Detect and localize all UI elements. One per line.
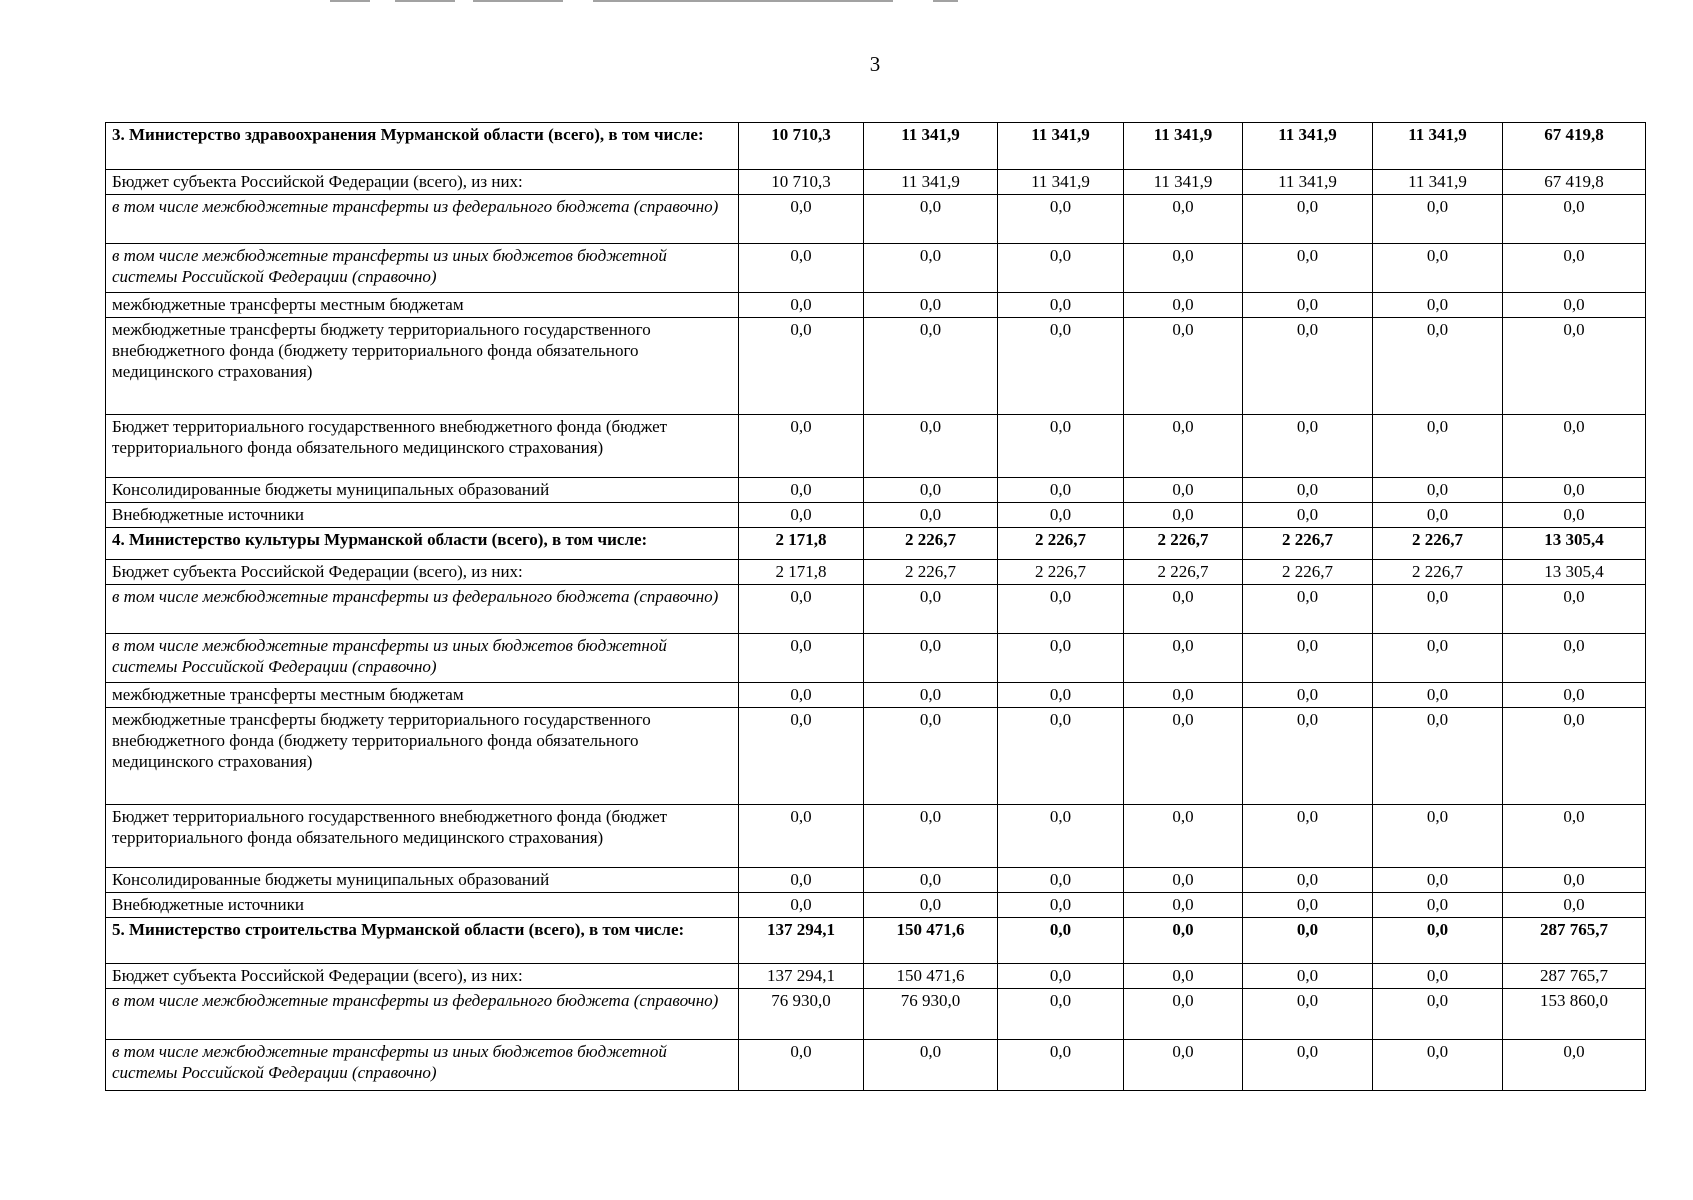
table-row	[106, 195, 1646, 244]
value-cell: 0,0	[864, 585, 998, 634]
row-label: в том числе межбюджетные трансферты из федерального бюджета (справочно)	[106, 585, 739, 634]
table-row	[106, 964, 1646, 989]
value-cell: 0,0	[864, 1040, 998, 1091]
value-cell: 0,0	[739, 1040, 864, 1091]
budget-table-body	[106, 123, 1646, 1091]
value-cell: 0,0	[1243, 708, 1373, 805]
value-cell: 10 710,3	[739, 170, 864, 195]
value-cell: 0,0	[998, 683, 1124, 708]
value-cell: 2 226,7	[864, 528, 998, 560]
value-cell: 0,0	[1243, 1040, 1373, 1091]
value-cell: 11 341,9	[864, 123, 998, 170]
value-cell: 0,0	[1503, 415, 1646, 478]
value-cell: 0,0	[1373, 964, 1503, 989]
value-cell: 0,0	[739, 415, 864, 478]
row-label: 5. Министерство строительства Мурманской области (всего), в том числе:	[106, 918, 739, 964]
value-cell: 153 860,0	[1503, 989, 1646, 1040]
value-cell: 0,0	[1124, 805, 1243, 868]
value-cell: 0,0	[998, 244, 1124, 293]
value-cell: 0,0	[1373, 683, 1503, 708]
value-cell: 0,0	[1503, 868, 1646, 893]
value-cell: 0,0	[739, 868, 864, 893]
value-cell: 0,0	[1373, 195, 1503, 244]
table-row	[106, 318, 1646, 415]
value-cell: 0,0	[1503, 293, 1646, 318]
value-cell: 0,0	[998, 805, 1124, 868]
value-cell: 0,0	[998, 708, 1124, 805]
value-cell: 0,0	[864, 415, 998, 478]
value-cell: 67 419,8	[1503, 123, 1646, 170]
value-cell: 150 471,6	[864, 964, 998, 989]
value-cell: 76 930,0	[864, 989, 998, 1040]
table-row	[106, 585, 1646, 634]
value-cell: 0,0	[739, 805, 864, 868]
value-cell: 0,0	[864, 683, 998, 708]
value-cell: 11 341,9	[1124, 123, 1243, 170]
value-cell: 0,0	[1124, 964, 1243, 989]
value-cell: 0,0	[1503, 585, 1646, 634]
value-cell: 11 341,9	[998, 170, 1124, 195]
value-cell: 0,0	[1373, 318, 1503, 415]
value-cell: 2 226,7	[864, 560, 998, 585]
value-cell: 0,0	[864, 634, 998, 683]
row-label: межбюджетные трансферты местным бюджетам	[106, 293, 739, 318]
row-label: межбюджетные трансферты бюджету территориального государственного внебюджетного фонда (бюджету территориального фонда обязательного медицинского страхования)	[106, 318, 739, 415]
table-section-row	[106, 918, 1646, 964]
value-cell: 67 419,8	[1503, 170, 1646, 195]
table-row	[106, 170, 1646, 195]
value-cell: 0,0	[864, 478, 998, 503]
table-row	[106, 503, 1646, 528]
value-cell: 0,0	[998, 585, 1124, 634]
value-cell: 0,0	[998, 318, 1124, 415]
value-cell: 0,0	[864, 318, 998, 415]
value-cell: 0,0	[1503, 318, 1646, 415]
value-cell: 0,0	[864, 195, 998, 244]
value-cell: 0,0	[1124, 868, 1243, 893]
value-cell: 0,0	[1124, 244, 1243, 293]
value-cell: 11 341,9	[1124, 170, 1243, 195]
value-cell: 0,0	[1243, 293, 1373, 318]
budget-table	[105, 122, 1646, 1091]
value-cell: 0,0	[998, 868, 1124, 893]
table-row	[106, 805, 1646, 868]
value-cell: 0,0	[1243, 415, 1373, 478]
value-cell: 0,0	[739, 503, 864, 528]
row-label: Бюджет субъекта Российской Федерации (всего), из них:	[106, 964, 739, 989]
value-cell: 0,0	[1124, 293, 1243, 318]
table-row	[106, 634, 1646, 683]
row-label: в том числе межбюджетные трансферты из федерального бюджета (справочно)	[106, 989, 739, 1040]
value-cell: 0,0	[1243, 244, 1373, 293]
value-cell: 0,0	[1503, 805, 1646, 868]
value-cell: 0,0	[998, 634, 1124, 683]
value-cell: 287 765,7	[1503, 964, 1646, 989]
value-cell: 0,0	[1243, 195, 1373, 244]
value-cell: 2 226,7	[1124, 560, 1243, 585]
value-cell: 0,0	[998, 918, 1124, 964]
value-cell: 0,0	[1373, 1040, 1503, 1091]
value-cell: 0,0	[998, 503, 1124, 528]
value-cell: 0,0	[1124, 918, 1243, 964]
value-cell: 0,0	[1373, 244, 1503, 293]
value-cell: 0,0	[998, 1040, 1124, 1091]
value-cell: 10 710,3	[739, 123, 864, 170]
value-cell: 0,0	[1503, 503, 1646, 528]
value-cell: 0,0	[1373, 918, 1503, 964]
value-cell: 0,0	[1243, 964, 1373, 989]
value-cell: 0,0	[1124, 683, 1243, 708]
value-cell: 0,0	[1373, 634, 1503, 683]
table-section-row	[106, 123, 1646, 170]
value-cell: 0,0	[998, 964, 1124, 989]
table-row	[106, 478, 1646, 503]
value-cell: 0,0	[864, 805, 998, 868]
value-cell: 0,0	[1243, 918, 1373, 964]
value-cell: 0,0	[1373, 868, 1503, 893]
value-cell: 0,0	[739, 478, 864, 503]
value-cell: 0,0	[1503, 708, 1646, 805]
row-label: в том числе межбюджетные трансферты из иных бюджетов бюджетной системы Российской Федерации (справочно)	[106, 1040, 739, 1091]
value-cell: 0,0	[1124, 318, 1243, 415]
table-row	[106, 415, 1646, 478]
value-cell: 2 226,7	[1243, 528, 1373, 560]
value-cell: 0,0	[1503, 1040, 1646, 1091]
row-label: Бюджет субъекта Российской Федерации (всего), из них:	[106, 560, 739, 585]
row-label: в том числе межбюджетные трансферты из иных бюджетов бюджетной системы Российской Федерации (справочно)	[106, 634, 739, 683]
value-cell: 150 471,6	[864, 918, 998, 964]
table-row	[106, 293, 1646, 318]
value-cell: 137 294,1	[739, 964, 864, 989]
value-cell: 0,0	[998, 893, 1124, 918]
value-cell: 0,0	[1243, 503, 1373, 528]
value-cell: 0,0	[1243, 868, 1373, 893]
row-label: Бюджет территориального государственного внебюджетного фонда (бюджет территориального фонда обязательного медицинского страхования)	[106, 415, 739, 478]
value-cell: 11 341,9	[864, 170, 998, 195]
value-cell: 0,0	[1243, 683, 1373, 708]
value-cell: 0,0	[1373, 989, 1503, 1040]
value-cell: 0,0	[739, 634, 864, 683]
value-cell: 2 226,7	[1124, 528, 1243, 560]
value-cell: 0,0	[1124, 415, 1243, 478]
value-cell: 0,0	[1373, 478, 1503, 503]
value-cell: 0,0	[1503, 244, 1646, 293]
value-cell: 0,0	[1373, 708, 1503, 805]
value-cell: 0,0	[1124, 478, 1243, 503]
table-row	[106, 989, 1646, 1040]
value-cell: 0,0	[739, 293, 864, 318]
value-cell: 0,0	[1124, 195, 1243, 244]
value-cell: 0,0	[739, 708, 864, 805]
row-label: Консолидированные бюджеты муниципальных образований	[106, 868, 739, 893]
row-label: Бюджет территориального государственного внебюджетного фонда (бюджет территориального фонда обязательного медицинского страхования)	[106, 805, 739, 868]
value-cell: 0,0	[1124, 893, 1243, 918]
value-cell: 0,0	[1503, 683, 1646, 708]
value-cell: 0,0	[1373, 503, 1503, 528]
value-cell: 13 305,4	[1503, 560, 1646, 585]
table-row	[106, 244, 1646, 293]
value-cell: 76 930,0	[739, 989, 864, 1040]
value-cell: 2 226,7	[998, 560, 1124, 585]
value-cell: 137 294,1	[739, 918, 864, 964]
row-label: в том числе межбюджетные трансферты из федерального бюджета (справочно)	[106, 195, 739, 244]
value-cell: 0,0	[1243, 478, 1373, 503]
value-cell: 2 171,8	[739, 528, 864, 560]
value-cell: 0,0	[1503, 893, 1646, 918]
table-row	[106, 708, 1646, 805]
value-cell: 0,0	[1373, 805, 1503, 868]
value-cell: 0,0	[1373, 293, 1503, 318]
value-cell: 0,0	[1124, 634, 1243, 683]
table-row	[106, 893, 1646, 918]
row-label: Внебюджетные источники	[106, 893, 739, 918]
value-cell: 0,0	[1124, 1040, 1243, 1091]
table-row	[106, 683, 1646, 708]
value-cell: 2 226,7	[1373, 528, 1503, 560]
value-cell: 0,0	[864, 244, 998, 293]
value-cell: 0,0	[739, 318, 864, 415]
value-cell: 0,0	[1124, 708, 1243, 805]
value-cell: 0,0	[864, 708, 998, 805]
row-label: межбюджетные трансферты бюджету территориального государственного внебюджетного фонда (бюджету территориального фонда обязательного медицинского страхования)	[106, 708, 739, 805]
value-cell: 0,0	[1373, 585, 1503, 634]
value-cell: 2 171,8	[739, 560, 864, 585]
value-cell: 0,0	[1243, 634, 1373, 683]
value-cell: 13 305,4	[1503, 528, 1646, 560]
value-cell: 0,0	[1243, 805, 1373, 868]
value-cell: 0,0	[1243, 318, 1373, 415]
value-cell: 11 341,9	[1243, 170, 1373, 195]
table-row	[106, 1040, 1646, 1091]
value-cell: 0,0	[739, 244, 864, 293]
row-label: межбюджетные трансферты местным бюджетам	[106, 683, 739, 708]
value-cell: 0,0	[864, 293, 998, 318]
value-cell: 0,0	[1503, 478, 1646, 503]
table-row	[106, 560, 1646, 585]
value-cell: 0,0	[1124, 503, 1243, 528]
table-section-row	[106, 528, 1646, 560]
value-cell: 0,0	[864, 503, 998, 528]
page-number: 3	[869, 52, 881, 76]
page-top-edge-lines	[330, 0, 990, 2]
value-cell: 11 341,9	[1243, 123, 1373, 170]
value-cell: 0,0	[998, 195, 1124, 244]
value-cell: 0,0	[1124, 989, 1243, 1040]
value-cell: 287 765,7	[1503, 918, 1646, 964]
value-cell: 0,0	[864, 868, 998, 893]
value-cell: 0,0	[739, 893, 864, 918]
value-cell: 0,0	[1124, 585, 1243, 634]
value-cell: 2 226,7	[1373, 560, 1503, 585]
value-cell: 0,0	[864, 893, 998, 918]
table-row	[106, 868, 1646, 893]
value-cell: 11 341,9	[1373, 170, 1503, 195]
row-label: Консолидированные бюджеты муниципальных образований	[106, 478, 739, 503]
row-label: в том числе межбюджетные трансферты из иных бюджетов бюджетной системы Российской Федерации (справочно)	[106, 244, 739, 293]
value-cell: 0,0	[1373, 415, 1503, 478]
value-cell: 0,0	[739, 585, 864, 634]
value-cell: 0,0	[1243, 989, 1373, 1040]
value-cell: 0,0	[739, 683, 864, 708]
value-cell: 0,0	[1373, 893, 1503, 918]
value-cell: 0,0	[998, 415, 1124, 478]
value-cell: 0,0	[998, 989, 1124, 1040]
value-cell: 2 226,7	[998, 528, 1124, 560]
value-cell: 11 341,9	[1373, 123, 1503, 170]
value-cell: 0,0	[1503, 195, 1646, 244]
value-cell: 0,0	[998, 478, 1124, 503]
value-cell: 11 341,9	[998, 123, 1124, 170]
value-cell: 0,0	[998, 293, 1124, 318]
value-cell: 2 226,7	[1243, 560, 1373, 585]
value-cell: 0,0	[1243, 893, 1373, 918]
row-label: 4. Министерство культуры Мурманской области (всего), в том числе:	[106, 528, 739, 560]
value-cell: 0,0	[1503, 634, 1646, 683]
row-label: Бюджет субъекта Российской Федерации (всего), из них:	[106, 170, 739, 195]
row-label: Внебюджетные источники	[106, 503, 739, 528]
row-label: 3. Министерство здравоохранения Мурманской области (всего), в том числе:	[106, 123, 739, 170]
value-cell: 0,0	[1243, 585, 1373, 634]
value-cell: 0,0	[739, 195, 864, 244]
